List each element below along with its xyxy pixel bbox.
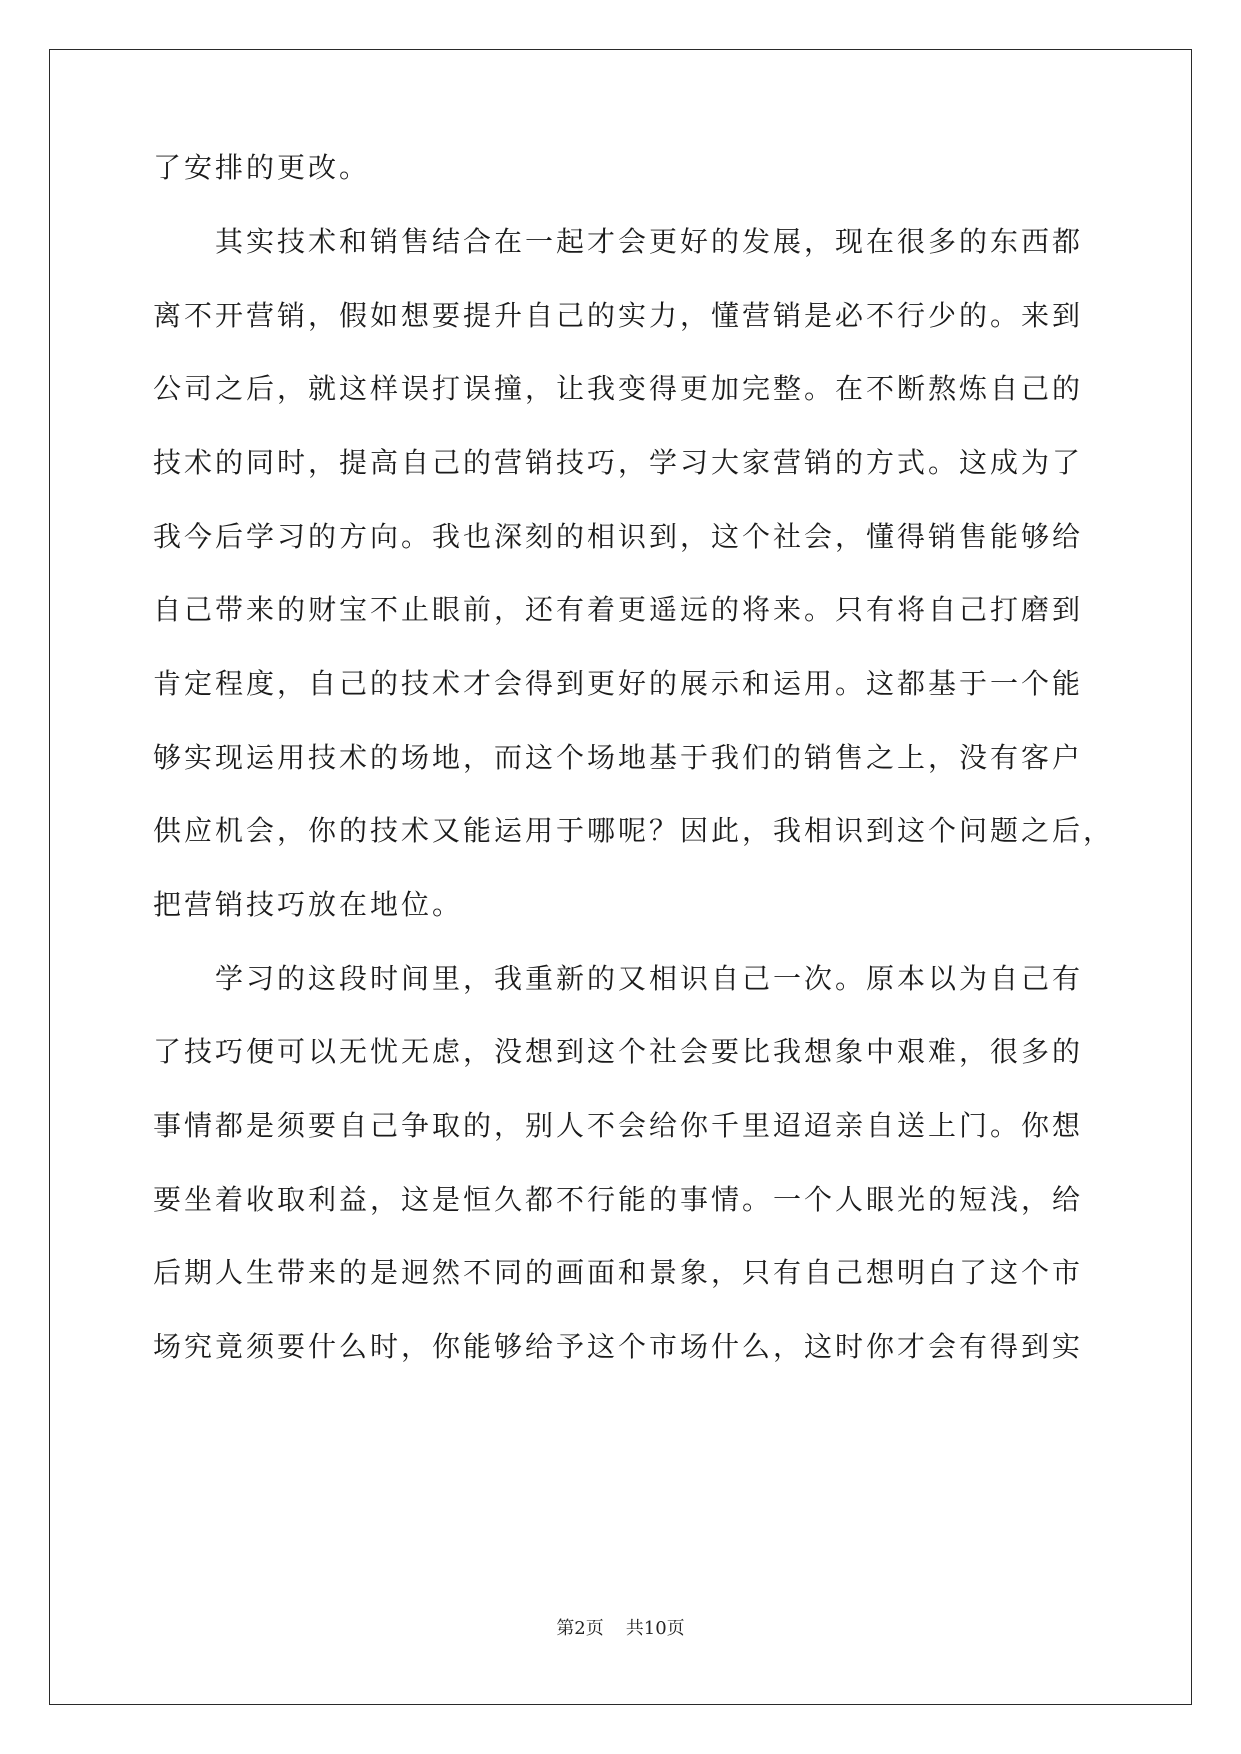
paragraph-line: 其实技术和销售结合在一起才会更好的发展，现在很多的东西都	[215, 225, 1084, 258]
paragraph-line: 肯定程度，自己的技术才会得到更好的展示和运用。这都基于一个能	[153, 667, 1084, 700]
paragraph-line: 我今后学习的方向。我也深刻的相识到，这个社会，懂得销售能够给	[153, 520, 1084, 553]
page-number: 第2页	[556, 1618, 604, 1639]
paragraph-line: 要坐着收取利益，这是恒久都不行能的事情。一个人眼光的短浅，给	[153, 1183, 1084, 1216]
paragraph-line: 了安排的更改。	[153, 151, 371, 184]
paragraph-line: 公司之后，就这样误打误撞，让我变得更加完整。在不断熬炼自己的	[153, 372, 1084, 405]
paragraph-line: 事情都是须要自己争取的，别人不会给你千里迢迢亲自送上门。你想	[153, 1109, 1084, 1142]
paragraph-line: 离不开营销，假如想要提升自己的实力，懂营销是必不行少的。来到	[153, 299, 1084, 332]
paragraph-line: 场究竟须要什么时，你能够给予这个市场什么，这时你才会有得到实	[153, 1330, 1084, 1363]
paragraph-line: 把营销技巧放在地位。	[153, 888, 464, 921]
page-footer	[0, 1617, 1241, 1641]
paragraph-line: 了技巧便可以无忧无虑，没想到这个社会要比我想象中艰难，很多的	[153, 1035, 1084, 1068]
paragraph-line: 学习的这段时间里，我重新的又相识自己一次。原本以为自己有	[215, 962, 1084, 995]
paragraph-line: 后期人生带来的是迥然不同的画面和景象，只有自己想明白了这个市	[153, 1256, 1084, 1289]
paragraph-line: 技术的同时，提高自己的营销技巧，学习大家营销的方式。这成为了	[153, 446, 1084, 479]
paragraph-line: 够实现运用技术的场地，而这个场地基于我们的销售之上，没有客户	[153, 741, 1084, 774]
page-total: 共10页	[625, 1618, 685, 1639]
paragraph-line: 供应机会，你的技术又能运用于哪呢？因此，我相识到这个问题之后，	[153, 814, 1115, 847]
paragraph-line: 自己带来的财宝不止眼前，还有着更遥远的将来。只有将自己打磨到	[153, 593, 1084, 626]
